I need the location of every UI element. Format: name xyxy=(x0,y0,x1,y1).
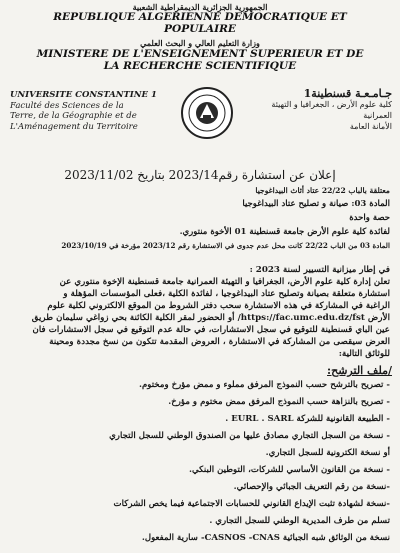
notice-subtitle-1: معتلقة بالباب 22/22 عتاد أثاث البيداغوجيا xyxy=(255,186,390,195)
dossier-item: - تصريح بالترشح حسب النموذج المرفق مملوء و ممض مؤرخ ومختوم. xyxy=(138,380,390,390)
notice-subtitle-4: لفائدة كلية علوم الأرض جامعة قسنطينة 01 الأخوة منتوري. xyxy=(179,227,390,237)
dossier-item: -نسخة من رقم التعريف الجبائي والإحصائي. xyxy=(233,482,390,492)
dossier-item: - نسخة من القانون الأساسي للشركات، التوطين البنكي. xyxy=(188,465,390,475)
faculty-ar-line1: كلية علوم الأرض ، الجغرافيا و التهيئة xyxy=(271,100,392,109)
dossier-item: نسخة من الوثائق شبه الجبائية CASNOS -CNAS- سارية المفعول. xyxy=(141,533,390,543)
notice-subtitle-3: حصة واحدة xyxy=(349,213,390,223)
header-fr-republic-line2: POPULAIRE xyxy=(164,23,236,35)
faculty-fr-line2: Terre, de la Géographie et de xyxy=(10,111,137,121)
header-fr-ministry-line2: LA RECHERCHE SCIENTIFIQUE xyxy=(103,60,297,72)
dossier-title: /ملف الترشح: xyxy=(327,364,392,377)
faculty-fr-line1: Faculté des Sciences de la xyxy=(10,100,124,111)
body-line-6: عين الباي قسنطينة للتوقيع في سجل الاستشارات، في حالة عدم التوقيع في سجل الاستشارات فان xyxy=(32,325,390,335)
dossier-item: - تصريح بالنزاهة حسب النموذج المرفق ممض مختوم و مؤرخ. xyxy=(168,397,390,407)
body-line-7: العرض سيقصى من المشاركة في الاستشارة ، العروض المقدمة تتكون من نسخ مجددة ومحينة xyxy=(49,337,390,347)
dossier-item: - نسخة من السجل التجاري مصادق عليها من الصندوق الوطني للسجل التجاري xyxy=(109,431,390,441)
faculty-fr-line3: L'Aménagement du Territoire xyxy=(10,121,138,132)
notice-subtitle-2: المادة 03: صيانة و تصليح عتاد البيداغوجيا xyxy=(242,199,390,209)
notice-title: إعلان عن استشارة رقم2023/14 بتاريخ 2023/11/02 xyxy=(64,168,336,182)
faculty-ar-dept: الأمانة العامة xyxy=(349,122,392,131)
header-ar-ministry: وزارة التعليم العالي و البحث العلمي xyxy=(140,38,260,48)
notice-subtitle-5: المادة 03 من الباب 22/22 كانت محل عدم جدوى في الاستشارة رقم 2023/12 مؤرخة في 2023/10/19 xyxy=(61,241,390,250)
body-line-5: الأرض https://fac.umc.edu.dz/fst/ أو الحضور لمقر الكلية الكائنة بحي زواغي سليمان طريق xyxy=(31,313,390,323)
body-line-8: للوثائق التالية: xyxy=(338,349,390,359)
university-logo xyxy=(180,86,234,140)
header-fr-republic-line1: REPUBLIQUE ALGERIENNE DEMOCRATIQUE ET xyxy=(53,11,347,23)
header-ar-republic: الجمهورية الجزائرية الديمقراطية الشعبية xyxy=(132,2,268,12)
faculty-ar-line2: العمرانية xyxy=(363,111,392,120)
body-line-3: استشارة متعلقة بصيانة وتصليح عتاد البيداغوجيا ، لفائدة الكلية ،فعلى المؤسسات المؤهلة و xyxy=(63,289,390,299)
dossier-item: تسلم من طرف المديرية الوطني للسجل التجاري . xyxy=(209,516,390,526)
body-line-2: تعلن إدارة كلية علوم الأرض، الجغرافيا و التهيئة العمرانية جامعة قسنطينة الإخوة منتوري عن xyxy=(59,277,390,287)
university-seal-icon xyxy=(180,86,234,140)
university-fr-block xyxy=(10,90,180,132)
university-ar-name: جـامـعـة قسنطينة1 xyxy=(303,87,392,100)
dossier-item: أو نسخة الكترونية للسجل التجاري. xyxy=(265,448,390,458)
university-ar-block xyxy=(262,88,392,132)
dossier-item: -نسخة لشهادة تثبت الإيداع القانوني للحسابات الاجتماعية فيما يخص الشركات xyxy=(113,499,390,509)
body-line-4: الراغبة في المشاركة في هذه الاستشارة سحب دفتر الشروط من الموقع الالكتروني لكلية علوم xyxy=(47,301,390,311)
university-fr-name: UNIVERSITE CONSTANTINE 1 xyxy=(10,90,157,100)
body-line-1: في إطار ميزانية التسيير لسنة 2023 : xyxy=(249,265,390,275)
header-fr-ministry-line1: MINISTERE DE L'ENSEIGNEMENT SUPERIEUR ET DE xyxy=(36,48,364,60)
dossier-item: - الطبيعة القانونية للشركة EURL . SARL . xyxy=(225,414,390,424)
